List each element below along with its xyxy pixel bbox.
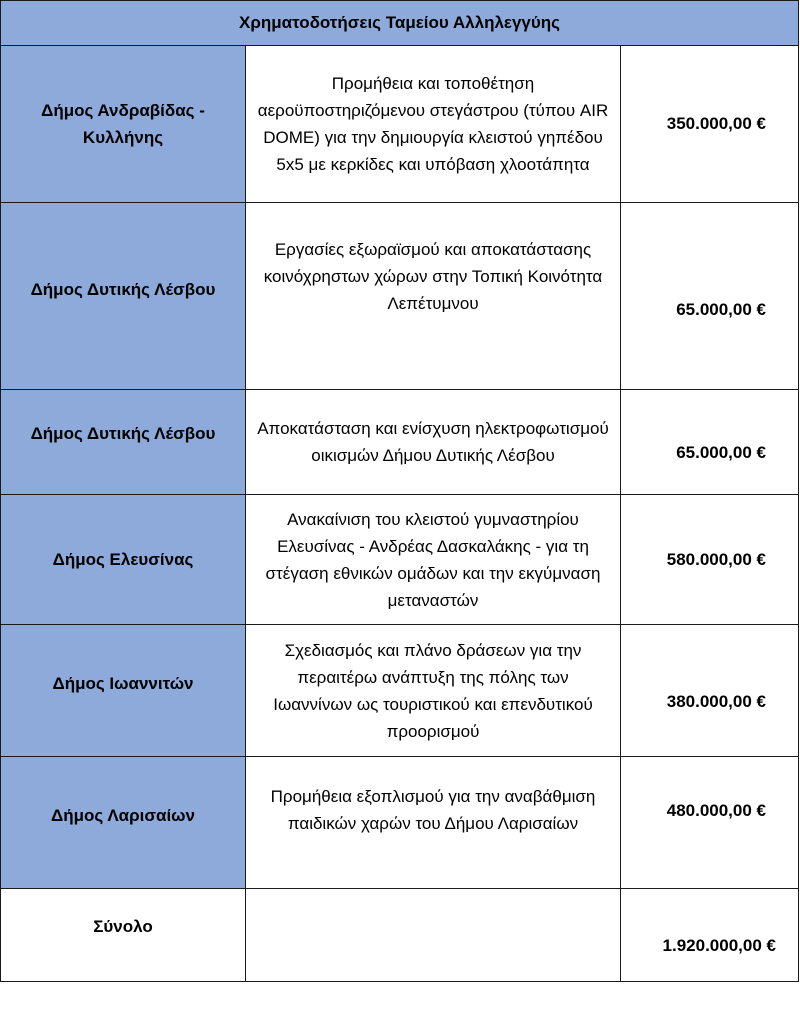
total-row xyxy=(1,889,799,982)
total-empty-cell xyxy=(246,889,621,982)
description-cell: Προμήθεια εξοπλισμού για την αναβάθμιση παιδικών χαρών του Δήμου Λαρισαίων xyxy=(246,757,621,889)
description-cell: Σχεδιασμός και πλάνο δράσεων για την περαιτέρω ανάπτυξη της πόλης των Ιωαννίνων ως τουριστικού και επενδυτικού προορισμού xyxy=(246,625,621,757)
municipality-cell: Δήμος Δυτικής Λέσβου xyxy=(1,203,246,390)
amount-cell: 380.000,00 € xyxy=(621,625,799,757)
description-cell: Ανακαίνιση του κλειστού γυμναστηρίου Ελευσίνας - Ανδρέας Δασκαλάκης - για τη στέγαση εθνικών ομάδων και την εκγύμναση μεταναστών xyxy=(246,495,621,625)
municipality-cell: Δήμος Ιωαννιτών xyxy=(1,625,246,757)
description-cell: Εργασίες εξωραϊσμού και αποκατάστασης κοινόχρηστων χώρων στην Τοπική Κοινότητα Λεπέτυμνου xyxy=(246,203,621,390)
amount-cell: 65.000,00 € xyxy=(621,203,799,390)
amount-cell: 580.000,00 € xyxy=(621,495,799,625)
table-row xyxy=(1,203,799,390)
description-cell: Προμήθεια και τοποθέτηση αεροϋποστηριζόμενου στεγάστρου (τύπου AIR DOME) για την δημιουργία κλειστού γηπέδου 5x5 με κερκίδες και υπόβαση χλοοτάπητα xyxy=(246,46,621,203)
amount-cell: 65.000,00 € xyxy=(621,390,799,495)
total-label: Σύνολο xyxy=(1,889,246,982)
table-row xyxy=(1,625,799,757)
table-row xyxy=(1,390,799,495)
table-row xyxy=(1,495,799,625)
table-row xyxy=(1,757,799,889)
title-row xyxy=(1,1,799,46)
table-title: Χρηματοδοτήσεις Ταμείου Αλληλεγγύης xyxy=(1,1,799,46)
amount-cell: 350.000,00 € xyxy=(621,46,799,203)
table-row xyxy=(1,46,799,203)
municipality-cell: Δήμος Ελευσίνας xyxy=(1,495,246,625)
total-amount: 1.920.000,00 € xyxy=(621,889,799,982)
municipality-cell: Δήμος Λαρισαίων xyxy=(1,757,246,889)
description-cell: Αποκατάσταση και ενίσχυση ηλεκτροφωτισμού οικισμών Δήμου Δυτικής Λέσβου xyxy=(246,390,621,495)
municipality-cell: Δήμος Δυτικής Λέσβου xyxy=(1,390,246,495)
municipality-cell: Δήμος Ανδραβίδας - Κυλλήνης xyxy=(1,46,246,203)
amount-cell: 480.000,00 € xyxy=(621,757,799,889)
